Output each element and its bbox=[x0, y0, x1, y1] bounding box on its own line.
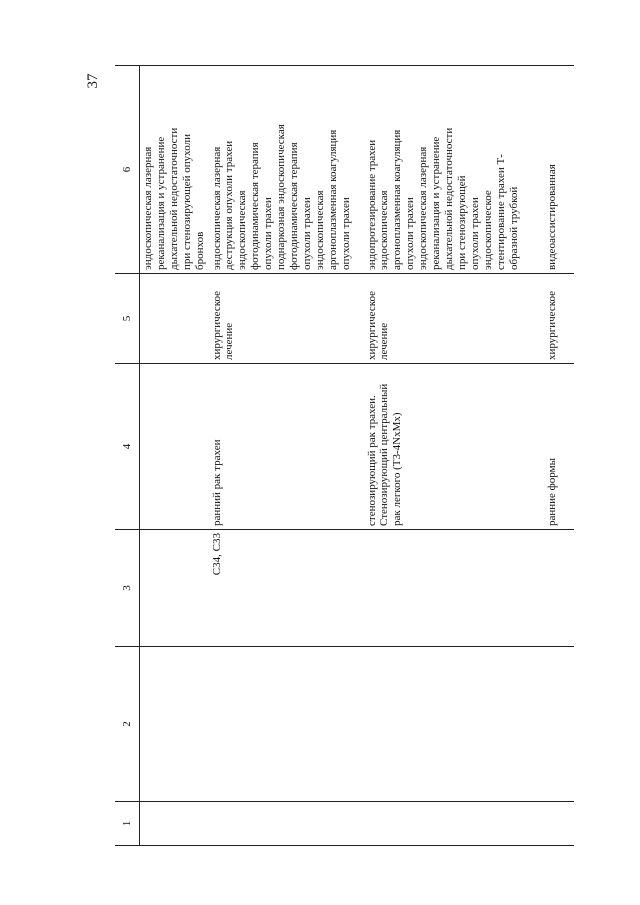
cell-c1 bbox=[364, 802, 544, 846]
table-row bbox=[140, 66, 209, 846]
cell-line: фотодинамическая терапия bbox=[249, 142, 262, 270]
cell-line: эндоскопическая лазерная bbox=[142, 146, 154, 270]
cell-c6 bbox=[140, 66, 209, 274]
cell-line: эндоскопическая bbox=[378, 190, 391, 270]
cell-c5: хирургическое лечение bbox=[364, 274, 544, 364]
cell-c6 bbox=[209, 66, 364, 274]
column-header: 5 bbox=[115, 274, 140, 364]
cell-line: образной трубкой bbox=[507, 186, 520, 270]
cell-line: поднаркозная эндоскопическая bbox=[275, 124, 288, 270]
cell-line: при стенозирующей bbox=[455, 175, 468, 270]
cell-line: при стенозирующей опухоли bbox=[180, 134, 193, 270]
cell-line: опухоли трахеи bbox=[404, 197, 417, 270]
cell-line: эндоскопическая лазерная bbox=[210, 146, 223, 270]
cell-line: реканализация и устранение bbox=[154, 136, 167, 270]
cell-c3 bbox=[364, 530, 544, 647]
cell-line: дыхательной недостаточности bbox=[442, 127, 455, 270]
table-frame bbox=[115, 66, 575, 846]
cell-line: дыхательной недостаточности bbox=[167, 127, 180, 270]
column-header: 1 bbox=[115, 802, 140, 846]
cell-line: эндоскопическая bbox=[236, 190, 249, 270]
cell-c1 bbox=[140, 802, 209, 846]
column-header: 4 bbox=[115, 364, 140, 530]
header-row bbox=[115, 66, 140, 846]
cell-c5 bbox=[140, 274, 209, 364]
cell-c2 bbox=[140, 647, 209, 802]
cell-c4 bbox=[140, 364, 209, 530]
cell-c4: ранние формы bbox=[544, 364, 574, 530]
cell-line: опухоли трахеи bbox=[262, 197, 275, 270]
cell-line: аргоноплазменная коагуляция bbox=[391, 129, 404, 270]
treatment-table bbox=[115, 65, 574, 846]
cell-line: деструкция опухоли трахеи bbox=[223, 140, 236, 270]
cell-c2 bbox=[364, 647, 544, 802]
page-number: 37 bbox=[84, 73, 101, 89]
cell-line: эндоскопическая bbox=[313, 190, 326, 270]
table-row bbox=[364, 66, 544, 846]
cell-line: бронхов bbox=[193, 231, 206, 270]
cell-c3 bbox=[140, 530, 209, 647]
cell-line: аргоноплазменная коагуляция bbox=[326, 129, 339, 270]
column-header: 6 bbox=[115, 66, 140, 274]
cell-line: видеоассистированная bbox=[545, 164, 558, 270]
cell-c3 bbox=[544, 530, 574, 647]
cell-c3: C34, C33 bbox=[209, 530, 364, 647]
cell-line: стентирование трахеи Т- bbox=[494, 154, 507, 270]
cell-line: опухоли трахеи bbox=[339, 197, 352, 270]
cell-c6 bbox=[544, 66, 574, 274]
column-header: 2 bbox=[115, 647, 140, 802]
table-row bbox=[209, 66, 364, 846]
cell-c6 bbox=[364, 66, 544, 274]
column-header: 3 bbox=[115, 530, 140, 647]
cell-line: эндоскопическое bbox=[481, 190, 494, 270]
cell-line: опухоли трахеи bbox=[468, 197, 481, 270]
cell-c2 bbox=[544, 647, 574, 802]
cell-line: реканализация и устранение bbox=[430, 136, 443, 270]
cell-line: эндоскопическая лазерная bbox=[417, 146, 430, 270]
cell-line: фотодинамическая терапия bbox=[287, 142, 300, 270]
cell-line: эндопротезирование трахеи bbox=[365, 139, 378, 270]
cell-c4: стенозирующий рак трахеи. Стенозирующий центральный рак легкого (T3-4NxMx) bbox=[364, 364, 544, 530]
cell-c4: ранний рак трахеи bbox=[209, 364, 364, 530]
table-row bbox=[544, 66, 574, 846]
cell-c2 bbox=[209, 647, 364, 802]
cell-c1 bbox=[544, 802, 574, 846]
cell-line: опухоли трахеи bbox=[300, 197, 313, 270]
cell-c5: хирургическое bbox=[544, 274, 574, 364]
cell-c5: хирургическое лечение bbox=[209, 274, 364, 364]
cell-c1 bbox=[209, 802, 364, 846]
